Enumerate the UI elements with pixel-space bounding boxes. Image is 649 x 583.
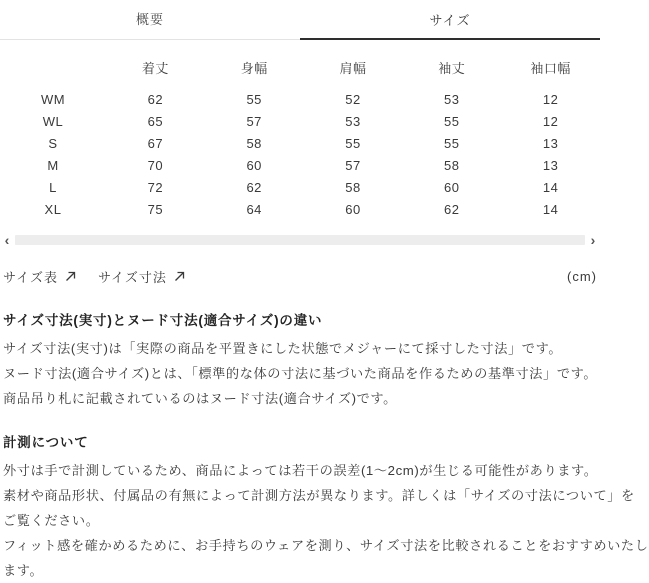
size-dimensions-link-label: サイズ寸法 xyxy=(97,269,167,285)
size-row-label: M xyxy=(47,157,59,173)
size-value-cell: 62 xyxy=(147,91,164,107)
size-value-cell: 55 xyxy=(444,113,460,129)
size-value-cell: 60 xyxy=(444,179,460,195)
section-about-measurement xyxy=(3,430,649,583)
size-table-body xyxy=(0,88,600,220)
size-value-cell: 12 xyxy=(542,113,559,129)
unit-label: (cm) xyxy=(567,268,597,284)
size-value-cell: 12 xyxy=(542,91,559,107)
section-heading: サイズ寸法(実寸)とヌード寸法(適合サイズ)の違い xyxy=(3,313,323,328)
tab-bar xyxy=(0,0,600,40)
size-dimensions-link[interactable] xyxy=(98,267,185,286)
external-link-icon xyxy=(65,271,76,282)
body-text-line: 商品吊り札に記載されているのはヌード寸法(適合サイズ)です。 xyxy=(3,391,397,406)
size-value-cell: 70 xyxy=(147,157,164,173)
size-value-cell: 57 xyxy=(345,157,361,173)
size-value-cell: 53 xyxy=(345,113,361,129)
size-row-label: XL xyxy=(44,201,62,217)
size-value-cell: 72 xyxy=(147,179,164,195)
size-value-cell: 65 xyxy=(147,113,164,129)
tab-size[interactable]: サイズ xyxy=(300,0,600,40)
section-body xyxy=(3,458,649,583)
size-value-cell: 14 xyxy=(542,179,559,195)
tab-overview[interactable]: 概要 xyxy=(0,0,300,40)
table-row xyxy=(0,154,600,176)
external-link-icon xyxy=(174,271,185,282)
body-text-line: ヌード寸法(適合サイズ)とは、「標準的な体の寸法に基づいた商品を作るための基準寸法」です。 xyxy=(3,366,598,381)
size-value-cell: 62 xyxy=(246,179,262,195)
column-header: 身幅 xyxy=(240,61,268,76)
size-table-header xyxy=(0,54,600,88)
table-row xyxy=(0,198,600,220)
scrollbar-track[interactable] xyxy=(15,235,585,245)
section-heading: 計測について xyxy=(3,435,89,450)
info-sections xyxy=(0,308,649,583)
section-body xyxy=(3,336,597,411)
size-value-cell: 52 xyxy=(345,91,361,107)
size-value-cell: 13 xyxy=(542,135,559,151)
size-row-label: WL xyxy=(42,113,64,129)
scroll-right-icon[interactable]: › xyxy=(590,232,596,248)
body-text-line: フィット感を確かめるために、お手持ちのウェアを測り、サイズ寸法を比較されることをおすすめいたし xyxy=(3,538,649,553)
column-header: 袖口幅 xyxy=(530,61,571,76)
body-text-line: サイズ寸法(実寸)は「実際の商品を平置きにした状態でメジャーにて採寸した寸法」です。 xyxy=(3,341,563,356)
size-value-cell: 75 xyxy=(147,201,164,217)
size-value-cell: 55 xyxy=(246,91,262,107)
size-row-label: L xyxy=(49,179,57,195)
scroll-left-icon[interactable]: ‹ xyxy=(4,232,10,248)
size-chart-link[interactable] xyxy=(3,267,76,286)
column-header: 肩幅 xyxy=(339,61,367,76)
links-row xyxy=(0,261,600,291)
size-value-cell: 60 xyxy=(345,201,361,217)
column-header: 袖丈 xyxy=(438,61,466,76)
size-row-label: WM xyxy=(40,91,66,107)
size-value-cell: 58 xyxy=(444,157,460,173)
table-horizontal-scrollbar xyxy=(0,233,600,247)
table-row xyxy=(0,132,600,154)
body-text-line: ご覧ください。 xyxy=(3,513,100,528)
size-value-cell: 58 xyxy=(246,135,262,151)
table-row xyxy=(0,110,600,132)
size-value-cell: 13 xyxy=(542,157,559,173)
size-value-cell: 55 xyxy=(345,135,361,151)
size-value-cell: 62 xyxy=(444,201,460,217)
size-value-cell: 67 xyxy=(147,135,164,151)
size-value-cell: 64 xyxy=(246,201,262,217)
body-text-line: 素材や商品形状、付属品の有無によって計測方法が異なります。詳しくは「サイズの寸法について」を xyxy=(3,488,635,503)
column-header: 着丈 xyxy=(141,61,169,76)
body-text-line: 外寸は手で計測しているため、商品によっては若干の誤差(1〜2cm)が生じる可能性があります。 xyxy=(3,463,598,478)
size-value-cell: 57 xyxy=(246,113,262,129)
table-row xyxy=(0,176,600,198)
size-value-cell: 14 xyxy=(542,201,559,217)
section-size-dimension-difference xyxy=(3,308,597,411)
size-value-cell: 55 xyxy=(444,135,460,151)
size-row-label: S xyxy=(48,135,58,151)
table-row xyxy=(0,88,600,110)
size-value-cell: 53 xyxy=(444,91,460,107)
size-value-cell: 58 xyxy=(345,179,361,195)
size-table xyxy=(0,54,600,220)
size-chart-link-label: サイズ表 xyxy=(3,269,58,285)
size-value-cell: 60 xyxy=(246,157,262,173)
body-text-line: ます。 xyxy=(3,563,44,578)
